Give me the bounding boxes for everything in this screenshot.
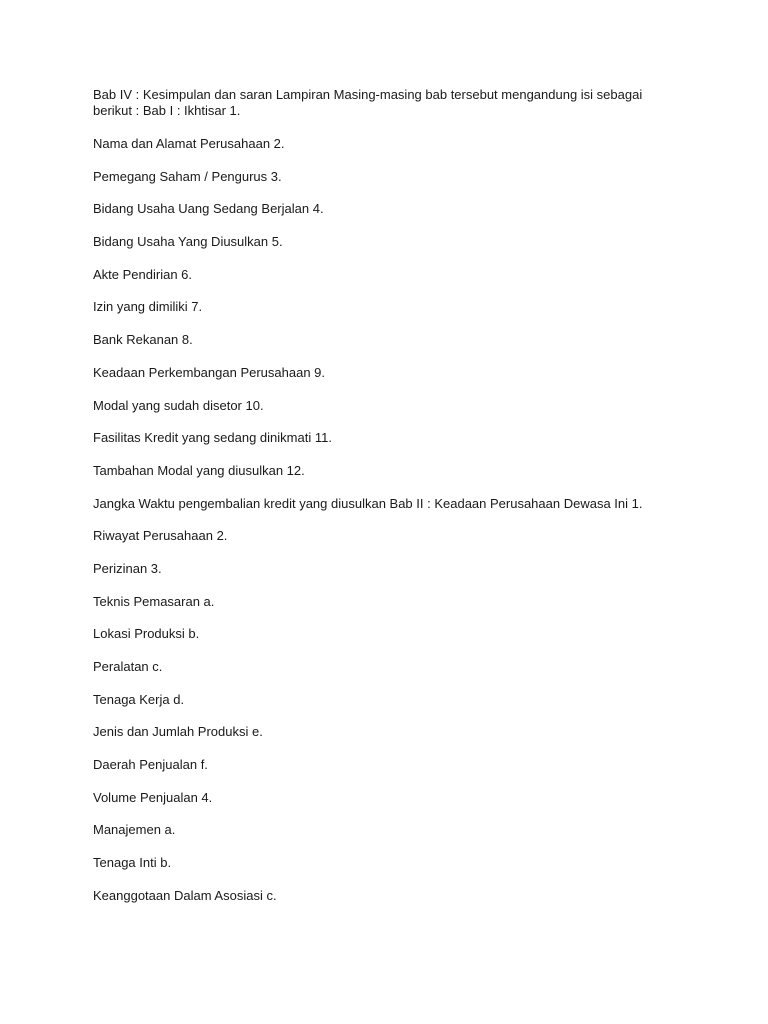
document-body <box>93 87 653 921</box>
paragraph: Tenaga Kerja d. <box>93 691 185 707</box>
paragraph: Lokasi Produksi b. <box>93 626 200 642</box>
paragraph: Peralatan c. <box>93 659 163 674</box>
paragraph-intro: Bab IV : Kesimpulan dan saran Lampiran Masing-masing bab tersebut mengandung isi sebagai berikut : Bab I : Ikhtisar 1. <box>93 87 643 118</box>
paragraph: Jangka Waktu pengembalian kredit yang diusulkan Bab II : Keadaan Perusahaan Dewasa Ini 1. <box>93 495 643 511</box>
paragraph: Izin yang dimiliki 7. <box>93 299 203 315</box>
paragraph: Volume Penjualan 4. <box>93 789 213 805</box>
paragraph: Bank Rekanan 8. <box>93 332 193 348</box>
paragraph: Modal yang sudah disetor 10. <box>93 397 264 413</box>
paragraph: Manajemen a. <box>93 822 176 838</box>
paragraph: Perizinan 3. <box>93 560 162 576</box>
paragraph: Tenaga Inti b. <box>93 855 172 871</box>
paragraph: Nama dan Alamat Perusahaan 2. <box>93 136 285 151</box>
paragraph: Pemegang Saham / Pengurus 3. <box>93 168 282 184</box>
paragraph: Daerah Penjualan f. <box>93 757 208 773</box>
paragraph: Riwayat Perusahaan 2. <box>93 528 228 544</box>
paragraph: Bidang Usaha Uang Sedang Berjalan 4. <box>93 201 324 217</box>
paragraph: Teknis Pemasaran a. <box>93 593 215 609</box>
paragraph: Bidang Usaha Yang Diusulkan 5. <box>93 234 283 250</box>
paragraph: Keadaan Perkembangan Perusahaan 9. <box>93 364 326 380</box>
paragraph: Akte Pendirian 6. <box>93 266 193 282</box>
paragraph: Fasilitas Kredit yang sedang dinikmati 11. <box>93 430 332 446</box>
paragraph: Tambahan Modal yang diusulkan 12. <box>93 462 305 478</box>
paragraph: Keanggotaan Dalam Asosiasi c. <box>93 887 277 903</box>
paragraph: Jenis dan Jumlah Produksi e. <box>93 724 263 740</box>
